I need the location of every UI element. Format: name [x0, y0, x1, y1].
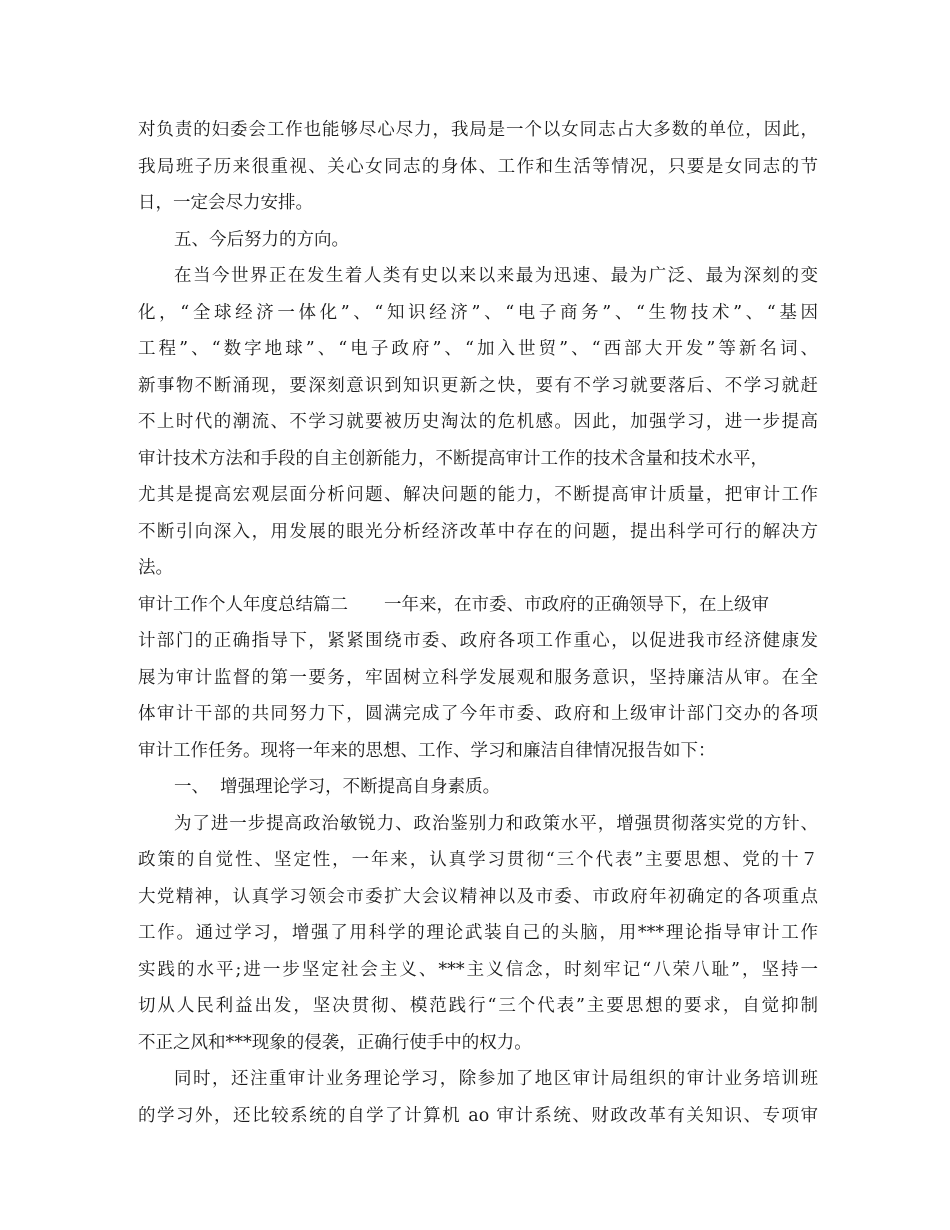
document-page	[138, 112, 818, 1134]
text-line: 新事物不断涌现，要深刻意识到知识更新之快，要有不学习就要落后、不学习就赶	[138, 375, 818, 396]
section-heading: 五、今后努力的方向。	[174, 229, 349, 250]
text-line: 政策的自觉性、坚定性，一年来，认真学习贯彻“三个代表”主要思想、党的十７	[138, 850, 818, 870]
paragraph-start: 在当今世界正在发生着人类有史以来以来最为迅速、最为广泛、最为深刻的变	[174, 266, 818, 286]
text-line: 审计工作任务。现将一年来的思想、工作、学习和廉洁自律情况报告如下：	[138, 740, 716, 761]
article-opening: 一年来，在市委、市政府的正确领导下，在上级审	[384, 594, 769, 615]
text-line: 化，“全球经济一体化”、“知识经济”、“电子商务”、“生物技术”、“基因	[138, 302, 818, 323]
article-title-line	[138, 587, 818, 624]
text-line: 体审计干部的共同努力下，圆满完成了今年市委、政府和上级审计部门交办的各项	[138, 704, 818, 724]
text-line: 审计技术方法和手段的自主创新能力，不断提高审计工作的技术含量和技术水平，	[138, 448, 768, 469]
article-title: 审计工作个人年度总结篇二	[138, 594, 348, 615]
text-line: 实践的水平;进一步坚定社会主义、***主义信念，时刻牢记“八荣八耻”，坚持一	[138, 959, 818, 980]
text-line: 大党精神，认真学习领会市委扩大会议精神以及市委、市政府年初确定的各项重点	[138, 886, 818, 907]
text-line: 切从人民利益出发，坚决贯彻、模范践行“三个代表”主要思想的要求，自觉抑制	[138, 996, 818, 1016]
text-line: 工程”、“数字地球”、“电子政府”、“加入世贸”、“西部大开发”等新名词、	[138, 339, 818, 359]
text-line: 尤其是提高宏观层面分析问题、解决问题的能力，不断提高审计质量，把审计工作	[138, 485, 818, 505]
text-line: 不上时代的潮流、不学习就要被历史淘汰的危机感。因此，加强学习，进一步提高	[138, 412, 818, 432]
text-line: 工作。通过学习，增强了用科学的理论武装自己的头脑，用***理论指导审计工作	[138, 923, 818, 943]
paragraph-start: 同时，还注重审计业务理论学习，除参加了地区审计局组织的审计业务培训班	[174, 1069, 818, 1089]
text-line: 不正之风和***现象的侵袭，正确行使手中的权力。	[138, 1032, 532, 1053]
text-line: 日，一定会尽力安排。	[138, 193, 313, 213]
text-line: 展为审计监督的第一要务，牢固树立科学发展观和服务意识，坚持廉洁从审。在全	[138, 667, 818, 688]
text-line: 计部门的正确指导下，紧紧围绕市委、政府各项工作重心，以促进我市经济健康发	[138, 631, 818, 651]
text-line: 的学习外，还比较系统的自学了计算机 ao 审计系统、财政改革有关知识、专项审	[138, 1105, 818, 1126]
text-line: 我局班子历来很重视、关心女同志的身体、工作和生活等情况，只要是女同志的节	[138, 156, 818, 177]
text-line: 法。	[138, 558, 173, 578]
paragraph-start: 为了进一步提高政治敏锐力、政治鉴别力和政策水平，增强贯彻落实党的方针、	[174, 813, 818, 834]
text-line: 不断引向深入，用发展的眼光分析经济改革中存在的问题，提出科学可行的解决方	[138, 521, 818, 542]
section-heading: 一、 增强理论学习，不断提高自身素质。	[174, 777, 501, 797]
text-line: 对负责的妇委会工作也能够尽心尽力，我局是一个以女同志占大多数的单位，因此，	[138, 120, 818, 140]
